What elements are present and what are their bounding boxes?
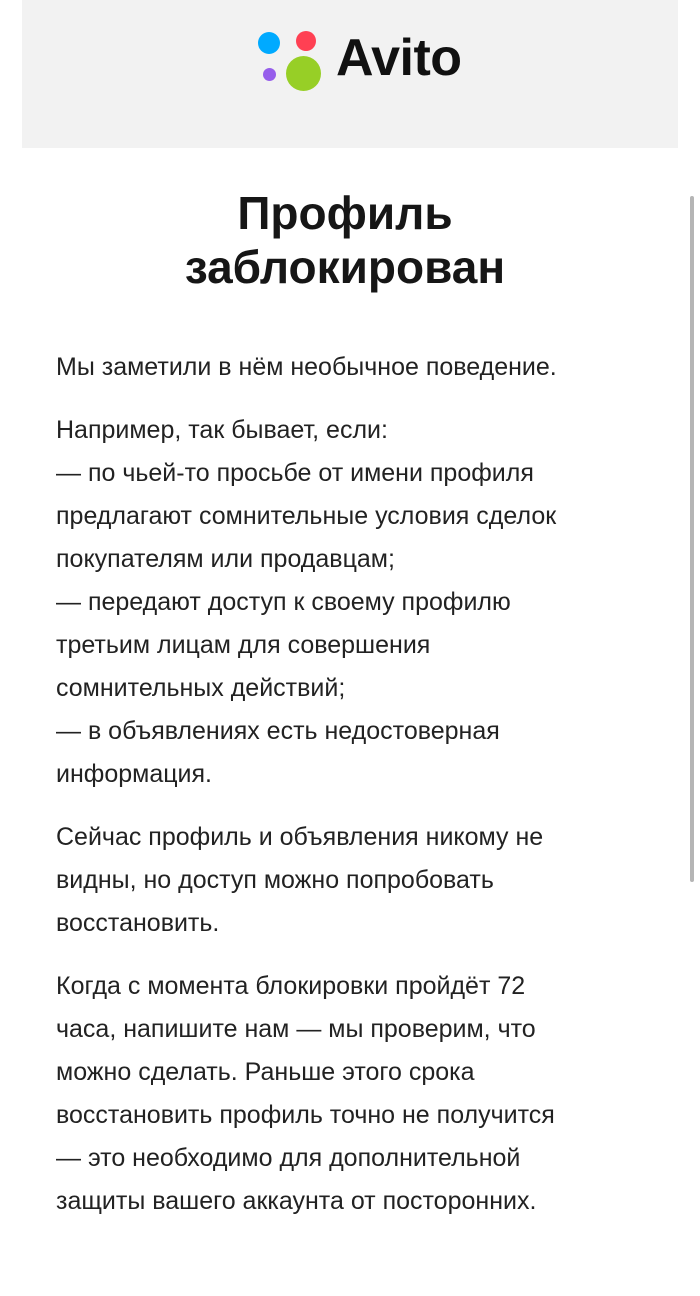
instructions-line: — это необходимо для дополнительной [56,1144,521,1172]
logo-dot-red [296,31,316,51]
instructions-line: можно сделать. Раньше этого срока [56,1058,475,1086]
status-line: Сейчас профиль и объявления никому не [56,823,544,851]
logo-dot-green [286,56,321,91]
logo-dot-blue [258,32,280,54]
page-title [40,186,650,294]
instructions-line: Когда с момента блокировки пройдёт 72 [56,972,526,1000]
status-line: восстановить. [56,909,220,937]
examples-line: предлагают сомнительные условия сделок [56,502,557,530]
logo-wordmark: Avito [336,29,462,87]
instructions-line: защиты вашего аккаунта от посторонних. [56,1187,537,1215]
examples-line: третьим лицам для совершения [56,631,431,659]
avito-logo[interactable] [254,26,504,96]
examples-line: информация. [56,760,213,788]
logo-dot-purple [263,68,276,81]
intro-text: Мы заметили в нём необычное поведение. [56,353,557,381]
intro-paragraph [56,346,656,389]
examples-line: — по чьей-то просьбе от имени профиля [56,459,534,487]
instructions-line: восстановить профиль точно не получится [56,1101,555,1129]
examples-line: покупателям или продавцам; [56,545,395,573]
title-line-1: Профиль [237,187,453,239]
instructions-line: часа, напишите нам — мы проверим, что [56,1015,536,1043]
examples-line: сомнительных действий; [56,674,346,702]
status-paragraph [56,816,656,945]
status-line: видны, но доступ можно попробовать [56,866,494,894]
instructions-paragraph [56,965,656,1223]
examples-line: — передают доступ к своему профилю [56,588,511,616]
examples-line: Например, так бывает, если: [56,416,388,444]
examples-line: — в объявлениях есть недостоверная [56,717,500,745]
examples-paragraph [56,409,656,796]
scrollbar[interactable] [690,196,694,882]
message-body [56,346,656,1243]
email-header [22,0,678,148]
title-line-2: заблокирован [184,241,506,293]
